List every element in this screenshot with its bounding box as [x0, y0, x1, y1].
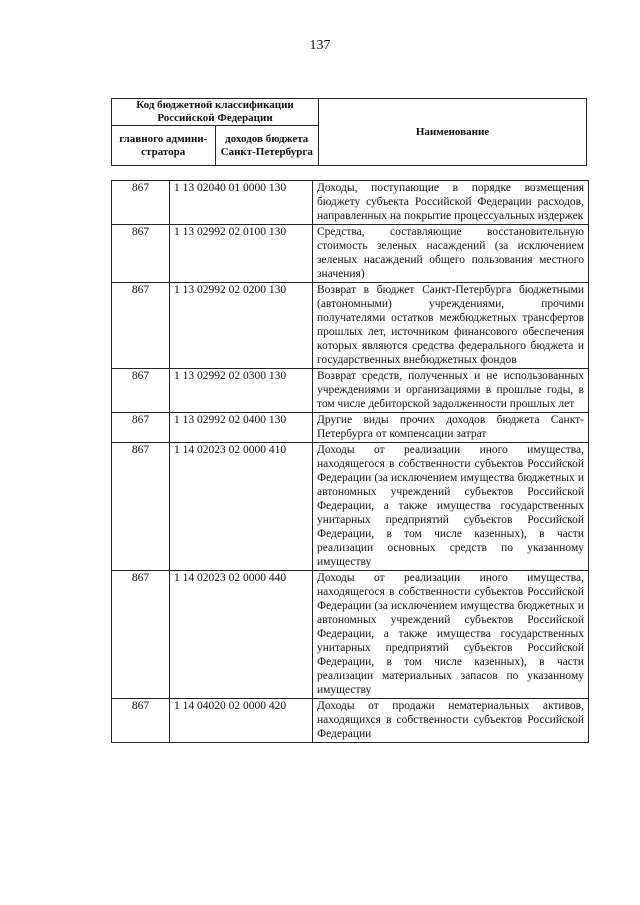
income-code-cell: 1 13 02992 02 0200 130 [170, 283, 313, 369]
table-row [112, 283, 589, 369]
income-name-cell: Доходы от продажи нематериальных активов, находящихся в собственности субъектов Российской Федерации [313, 699, 589, 743]
income-code-cell: 1 13 02992 02 0400 130 [170, 413, 313, 443]
table-row [112, 181, 589, 225]
table-row [112, 699, 589, 743]
admin-code-cell: 867 [112, 571, 170, 699]
page-number: 137 [309, 38, 331, 53]
income-code-cell: 1 14 02023 02 0000 440 [170, 571, 313, 699]
income-table [111, 180, 589, 743]
income-code-cell: 1 13 02992 02 0100 130 [170, 225, 313, 283]
admin-code-cell: 867 [112, 443, 170, 571]
income-name-cell: Доходы, поступающие в порядке возмещения бюджету субъекта Российской Федерации расходов, направленных на покрытие процессуальных издержек [313, 181, 589, 225]
header-name: Наименование [319, 99, 587, 166]
income-name-cell: Возврат в бюджет Санкт-Петербурга бюджетными (автономными) учреждениями, прочими получателями остатков межбюджетных трансфертов прошлых лет, источником финансового обеспечения которых являются средства федерального бюджета и государственных внебюджетных фондов [313, 283, 589, 369]
income-name-cell: Средства, составляющие восстановительную стоимость зеленых насаждений (за исключением зеленых насаждений общего пользования местного значения) [313, 225, 589, 283]
income-code-cell: 1 13 02992 02 0300 130 [170, 369, 313, 413]
header-code-group: Код бюджетной классификации Российской Федерации [112, 99, 319, 126]
admin-code-cell: 867 [112, 699, 170, 743]
table-row [112, 571, 589, 699]
admin-code-cell: 867 [112, 181, 170, 225]
header-admin: главного админи-стратора [112, 126, 216, 166]
income-code-cell: 1 14 04020 02 0000 420 [170, 699, 313, 743]
income-code-cell: 1 13 02040 01 0000 130 [170, 181, 313, 225]
table-row [112, 225, 589, 283]
income-name-cell: Доходы от реализации иного имущества, находящегося в собственности субъектов Российской Федерации (за исключением имущества бюджетных и автономных учреждений субъектов Российской Федерации, а также имущества государственных унитарных предприятий субъектов Российской Федерации, в том числе казенных), в части реализации основных средств по указанному имуществу [313, 443, 589, 571]
table-row [112, 413, 589, 443]
table-row [112, 443, 589, 571]
income-name-cell: Другие виды прочих доходов бюджета Санкт-Петербурга от компенсации затрат [313, 413, 589, 443]
admin-code-cell: 867 [112, 283, 170, 369]
income-name-cell: Доходы от реализации иного имущества, находящегося в собственности субъектов Российской Федерации (за исключением имущества бюджетных и автономных учреждений субъектов Российской Федерации, а также имущества государственных унитарных предприятий субъектов Российской Федерации, в том числе казенных), в части реализации материальных запасов по указанному имуществу [313, 571, 589, 699]
admin-code-cell: 867 [112, 369, 170, 413]
admin-code-cell: 867 [112, 225, 170, 283]
admin-code-cell: 867 [112, 413, 170, 443]
table-header [111, 98, 587, 166]
table-row [112, 369, 589, 413]
income-name-cell: Возврат средств, полученных и не использованных учреждениями и организациями в прошлые годы, в том числе дебиторской задолженности прошлых лет [313, 369, 589, 413]
header-income: доходов бюджета Санкт-Петербурга [215, 126, 319, 166]
income-code-cell: 1 14 02023 02 0000 410 [170, 443, 313, 571]
